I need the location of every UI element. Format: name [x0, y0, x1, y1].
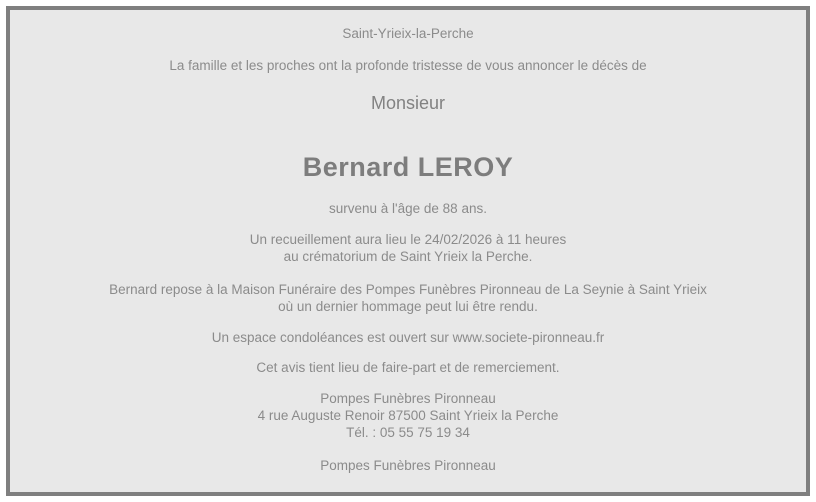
ceremony-line-1: Un recueillement aura lieu le 24/02/2026 à 11 heures: [249, 232, 567, 247]
notice-line: Cet avis tient lieu de faire-part et de remerciement.: [256, 360, 560, 375]
repose-details: [20, 281, 796, 315]
ceremony-line-2: au crématorium de Saint Yrieix la Perche.: [283, 249, 533, 264]
funeral-home-footer: Pompes Funèbres Pironneau: [320, 458, 496, 473]
announcement-city: Saint-Yrieix-la-Perche: [342, 26, 474, 41]
deceased-civility: Monsieur: [370, 93, 446, 113]
age-line: survenu à l'âge de 88 ans.: [329, 201, 487, 216]
funeral-home-phone: Tél. : 05 55 75 19 34: [346, 425, 470, 440]
funeral-home-name: Pompes Funèbres Pironneau: [320, 391, 496, 406]
condolences-line: Un espace condoléances est ouvert sur www.societe-pironneau.fr: [211, 330, 605, 345]
deceased-name: Bernard LEROY: [302, 152, 514, 182]
announcement-intro: La famille et les proches ont la profonde tristesse de vous annoncer le décès de: [169, 58, 647, 73]
repose-line-1: Bernard repose à la Maison Funéraire des Pompes Funèbres Pironneau de La Seynie à Saint Yrieix: [109, 282, 707, 297]
death-announcement-card: [6, 6, 810, 496]
ceremony-details: [20, 231, 796, 265]
funeral-home-details: [20, 390, 796, 441]
repose-line-2: où un dernier hommage peut lui être rendu.: [278, 299, 538, 314]
funeral-home-address: 4 rue Auguste Renoir 87500 Saint Yrieix la Perche: [257, 408, 559, 423]
